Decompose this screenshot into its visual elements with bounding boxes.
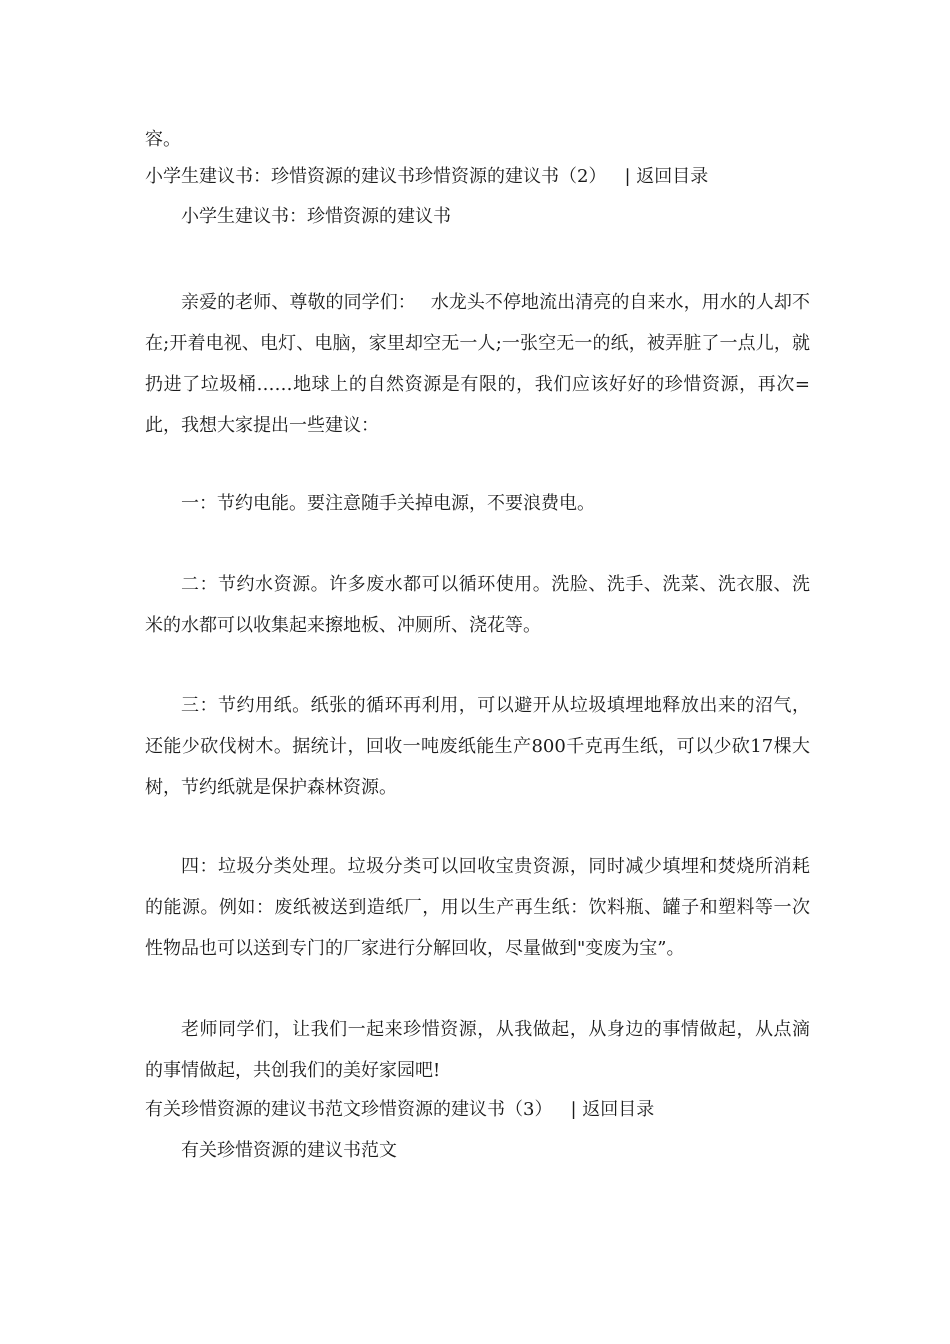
paragraph-suggestion-3: 三：节约用纸。纸张的循环再利用，可以避开从垃圾填埋地释放出来的沼气，还能少砍伐树木。据统计，回收一吨废纸能生产800千克再生纸，可以少砍17棵大树，节约纸就是保护森林资源。 (145, 695, 810, 798)
section-subtitle-2: 小学生建议书：珍惜资源的建议书 (181, 206, 451, 227)
paragraph-closing: 老师同学们，让我们一起来珍惜资源，从我做起，从身边的事情做起，从点滴的事情做起，共创我们的美好家园吧! (145, 1019, 810, 1081)
paragraph-greeting: 亲爱的老师、尊敬的同学们： 水龙头不停地流出清亮的自来水，用水的人却不在;开着电视、电灯、电脑，家里却空无一人;一张空无一的纸，被弄脏了一点儿，就扔进了垃圾桶……地球上的自然资源是有限的，我们应该好好的珍惜资源，再次=此，我想大家提出一些建议： (145, 292, 810, 436)
back-to-contents-link[interactable]: 返回目录 (582, 1099, 655, 1120)
paragraph-suggestion-4: 四：垃圾分类处理。垃圾分类可以回收宝贵资源，同时减少填埋和焚烧所消耗的能源。例如：废纸被送到造纸厂，用以生产再生纸：饮料瓶、罐子和塑料等一次性物品也可以送到专门的厂家进行分解回收，尽量做到"变废为宝”。 (145, 856, 810, 959)
section-heading-2-text: 小学生建议书：珍惜资源的建议书珍惜资源的建议书（2） (145, 166, 607, 187)
section-heading-3-text: 有关珍惜资源的建议书范文珍惜资源的建议书（3） (145, 1099, 553, 1120)
section-heading-2 (145, 165, 815, 189)
heading-separator: | (570, 1099, 577, 1120)
paragraph-suggestion-1: 一：节约电能。要注意随手关掉电源，不要浪费电。 (181, 493, 595, 514)
heading-separator: | (624, 166, 631, 187)
back-to-contents-link[interactable]: 返回目录 (636, 166, 709, 187)
section-heading-3 (145, 1098, 815, 1122)
section-subtitle-3: 有关珍惜资源的建议书范文 (181, 1140, 397, 1161)
continuation-text: 容。 (145, 129, 181, 150)
paragraph-suggestion-2: 二：节约水资源。许多废水都可以循环使用。洗脸、洗手、洗菜、洗衣服、洗米的水都可以收集起来擦地板、冲厕所、浇花等。 (145, 574, 810, 636)
